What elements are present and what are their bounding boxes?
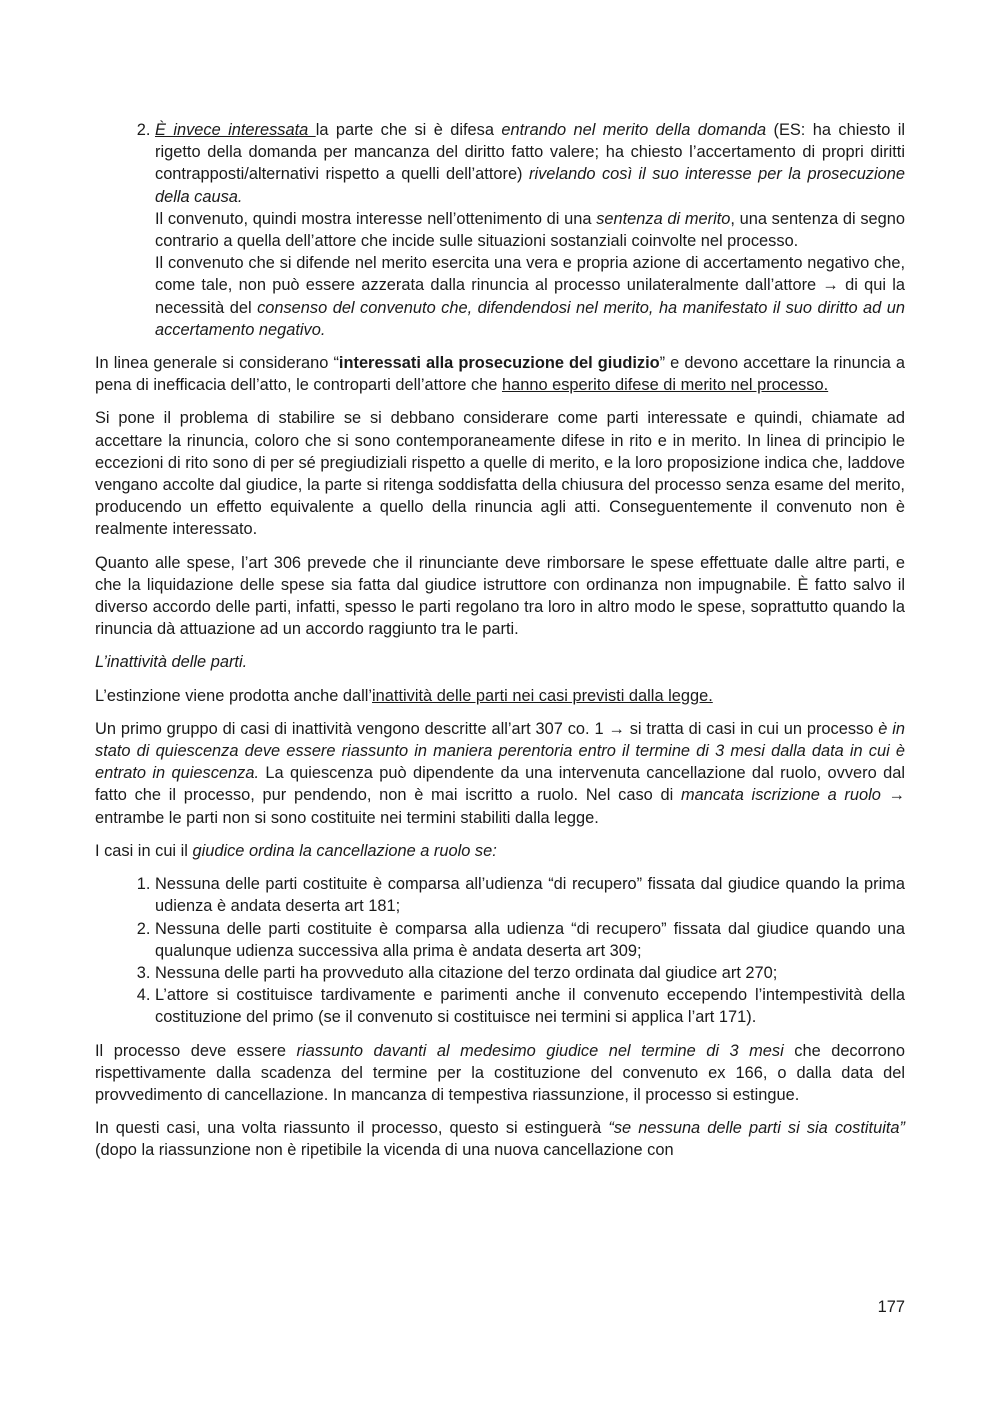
body-text: Un primo gruppo di casi di inattività vengono descritte all’art 307 co. 1 → si tratta di casi in cui un processo (95, 719, 879, 738)
paragraph (95, 1040, 905, 1107)
bold-text: interessati alla prosecuzione del giudizio (338, 354, 660, 373)
underlined-text: hanno esperito difese di merito nel processo. (501, 376, 829, 395)
paragraph (95, 352, 905, 396)
emphasis-text: rivelando così il suo interesse per la prosecuzione della causa. (155, 165, 905, 206)
paragraph (95, 685, 905, 707)
emphasis-text: riassunto davanti al medesimo giudice nel termine di 3 mesi (296, 1041, 784, 1060)
body-text: La quiescenza può dipendente da una intervenuta cancellazione dal ruolo, ovvero dal fatto che il processo, pur pendendo, non è mai iscritto a ruolo. Nel caso di (95, 764, 905, 805)
paragraph: Quanto alle spese, l’art 306 prevede che il rinunciante deve rimborsare le spese effettuate dalle altre parti, e che la liquidazione delle spese sia fatta dal giudice istruttore con ordinanza non impugnabile. È fatto salvo il diverso accordo delle parti, infatti, spesso le parti regolano tra loro in altro modo le spese, soprattutto quando la rinuncia dà attuazione ad un accordo raggiunto tra le parti. (95, 553, 905, 639)
body-text: che decorrono rispettivamente dalla scadenza del termine per la costituzione del convenuto ex 166, o dalla data del provvedimento di cancellazione. In mancanza di tempestiva riassunzione, il processo si estingue. (95, 1041, 906, 1104)
body-text: (dopo la riassunzione non è ripetibile la vicenda di una nuova cancellazione con (95, 1141, 674, 1160)
emphasis-text: giudice ordina la cancellazione a ruolo se: (192, 841, 497, 860)
list-item-paragraph (155, 252, 905, 341)
body-text: I casi in cui il (95, 841, 193, 860)
body-text: In questi casi, una volta riassunto il processo, questo si estinguerà (95, 1119, 609, 1138)
body-text: Il convenuto che si difende nel merito esercita una vera e propria azione di accertamento negativo che, come tale, non può essere azzerata dalla rinuncia al processo unilateralmente dall’attore → di qui la necessità del (155, 254, 905, 317)
body-text: L’estinzione viene prodotta anche dall’ (95, 686, 373, 705)
body-text: Il processo deve essere (95, 1041, 297, 1060)
body-text: , una sentenza di segno contrario a quella dell’attore che incide sulle situazioni sostanziali coinvolte nel processo. (155, 209, 905, 251)
list-item: 3. Nessuna delle parti ha provveduto alla citazione del terzo ordinata dal giudice art 270; (155, 962, 905, 984)
emphasis-text: consenso del convenuto che, difendendosi nel merito, ha manifestato il suo diritto ad un accertamento negativo. (155, 298, 905, 339)
body-text: la parte che si è difesa (315, 121, 502, 139)
underlined-text: inattività delle parti nei casi previsti dalla legge. (372, 686, 713, 705)
emphasis-text: entrando nel merito della domanda (501, 121, 767, 139)
document-page (95, 119, 905, 1173)
emphasis-text: È invece interessata (155, 121, 316, 139)
section-heading: L’inattività delle parti. (95, 653, 248, 672)
list-item: 1. Nessuna delle parti costituite è comparsa all’udienza “di recupero” fissata dal giudice quando la prima udienza è andata deserta art 181; (155, 873, 905, 917)
list-item: 4. L’attore si costituisce tardivamente e parimenti anche il convenuto eccependo l’intempestività della costituzione del primo (se il convenuto si costituisce nei termini si applica l’art 171). (155, 984, 905, 1028)
emphasis-text: è in stato di quiescenza deve essere riassunto in maniera perentoria entro il termine di 3 mesi dalla data in cui è entrato in quiescenza. (95, 719, 905, 783)
paragraph (95, 840, 905, 862)
paragraph (95, 718, 905, 829)
paragraph (95, 1117, 905, 1161)
emphasis-text: “se nessuna delle parti si sia costituita” (608, 1119, 905, 1138)
page-number: 177 (877, 1298, 905, 1316)
list-conditions-interest (95, 119, 905, 341)
emphasis-text: mancata iscrizione a ruolo (680, 786, 881, 805)
list-cancellation-cases (95, 873, 905, 1028)
body-text: Il convenuto, quindi mostra interesse nell’ottenimento di una (155, 209, 597, 228)
body-text: → entrambe le parti non si sono costituite nei termini stabiliti dalla legge. (95, 786, 905, 827)
list-item (155, 119, 905, 341)
list-item-paragraph (155, 208, 905, 252)
list-item-paragraph (155, 119, 905, 208)
body-text: ” e devono accettare la rinuncia a pena di inefficacia dell’atto, le controparti dell’attore che (95, 354, 905, 395)
list-item: 2. Nessuna delle parti costituite è comparsa alla udienza “di recupero” fissata dal giudice quando una qualunque udienza successiva alla prima è andata deserta art 309; (155, 918, 905, 962)
paragraph: Si pone il problema di stabilire se si debbano considerare come parti interessate e quindi, chiamate ad accettare la rinuncia, coloro che si sono contemporaneamente difese in rito e in merito. In linea di principio le eccezioni di rito sono di per sé pregiudiziali rispetto a quelle di merito, e la loro proposizione indica che, laddove vengano accolte dal giudice, la parte si ritenga soddisfatta della chiusura del processo senza esame del merito, producendo un effetto equivalente a quello della rinuncia agli atti. Conseguentemente il convenuto non è realmente interessato. (95, 409, 905, 539)
body-text: (ES: ha chiesto il rigetto della domanda per mancanza del diritto fatto valere; ha chiesto l’accertamento di propri diritti contrapposti/alternativi rispetto a quelli dell’attore) (155, 121, 906, 184)
body-text: In linea generale si considerano “ (95, 354, 339, 373)
emphasis-text: sentenza di merito (596, 209, 731, 228)
